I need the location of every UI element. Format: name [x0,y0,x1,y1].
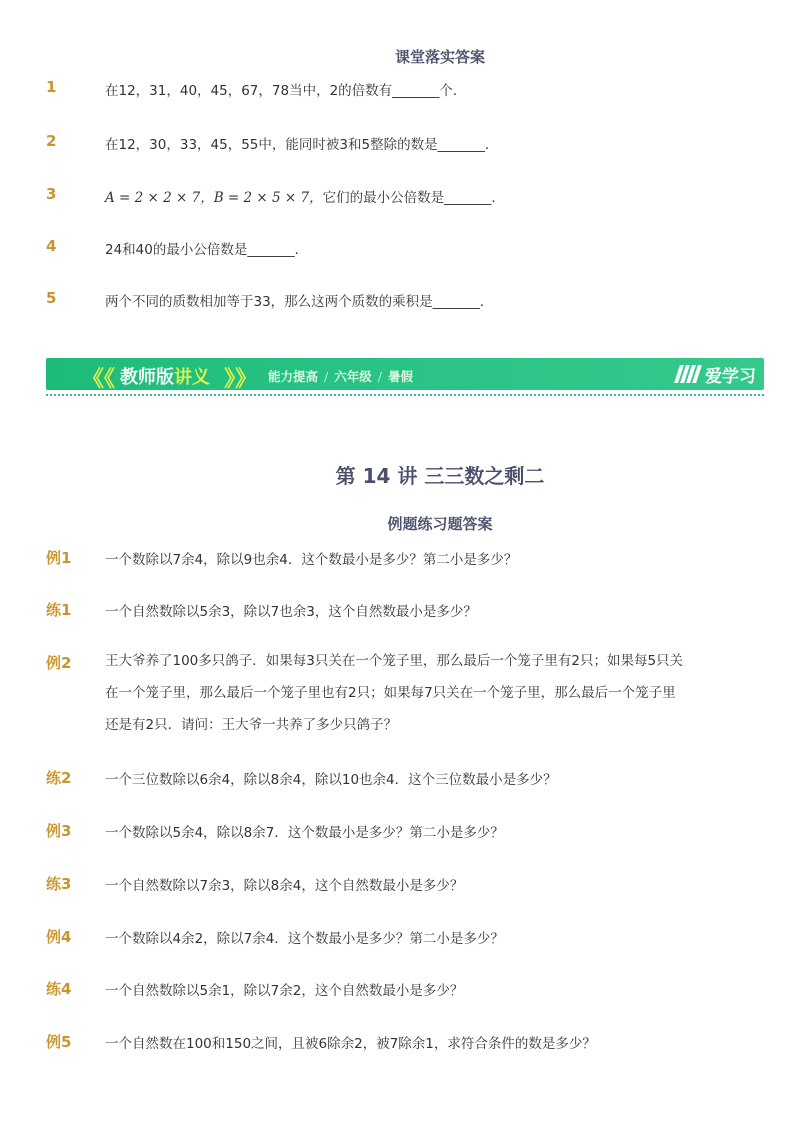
section-title-practice: 课堂落实答案 [394,48,485,66]
list-item [0,978,800,1004]
breadcrumb-grade: 六年级 [334,369,372,384]
list-item [0,237,800,263]
item-number: 3 [46,185,57,203]
list-item [0,599,800,625]
section-title-examples: 例题练习题答案 [387,515,493,533]
item-number: 例1 [46,549,72,567]
math-expression: A = 2 × 2 × 7，B = 2 × 5 × 7， [105,190,323,206]
item-text: 一个数除以7余4，除以9也余4．这个数最小是多少？第二小是多少？ [105,552,518,568]
item-text-line: 在一个笼子里，那么最后一个笼子里也有2只；如果每7只关在一个笼子里，那么最后一个笼子里 [105,685,676,701]
item-text-line: 王大爷养了100多只鸽子．如果每3只关在一个笼子里，那么最后一个笼子里有2只；如果每5只关 [105,653,684,669]
breadcrumb-level: 能力提高 [268,369,319,384]
item-text-line: 还是有2只．请问：王大爷一共养了多少只鸽子？ [105,717,398,733]
item-text [105,186,505,206]
item-number: 2 [46,132,57,150]
list-item [0,652,800,742]
brand-teacher-edition: 教师版 [120,367,174,388]
item-number: 1 [46,78,57,96]
item-number: 5 [46,289,57,307]
item-text: 一个数除以4余2，除以7余4．这个数最小是多少？第二小是多少？ [105,931,504,947]
brand-handout: 讲义 [174,367,210,388]
list-item [0,132,800,158]
item-number: 例4 [46,928,72,946]
list-item [0,1031,800,1057]
list-item [0,873,800,899]
item-text: 一个自然数除以5余3，除以7也余3，这个自然数最小是多少？ [105,604,477,620]
item-text: 一个自然数在100和150之间，且被6除余2，被7除余1，求符合条件的数是多少？ [105,1036,596,1052]
item-text: 24和40的最小公倍数是_______． [105,242,309,258]
item-number: 练2 [46,769,72,787]
banner-brand [120,363,210,389]
dotted-divider [46,394,764,398]
item-number: 例3 [46,822,72,840]
item-number: 例2 [46,654,72,672]
item-text: 一个自然数除以5余1，除以7余2，这个自然数最小是多少？ [105,983,464,999]
chevron-left-icon: 《《 [82,367,116,390]
brand-logo [677,362,756,386]
item-number: 练4 [46,980,72,998]
list-item [0,78,800,104]
breadcrumb-term: 暑假 [387,369,413,384]
logo-text: 爱学习 [705,366,756,387]
list-item [0,185,800,211]
list-item [0,289,800,315]
item-number: 练1 [46,601,72,619]
item-text: 一个三位数除以6余4，除以8余4，除以10也余4．这个三位数最小是多少？ [105,772,557,788]
header-banner [46,358,764,390]
list-item [0,926,800,952]
chevron-right-icon: 》》 [224,367,258,390]
item-text: 在12，31，40，45，67，78当中，2的倍数有_______个． [105,83,467,99]
list-item [0,767,800,793]
item-number: 例5 [46,1033,72,1051]
item-text: 一个自然数除以7余3，除以8余4，这个自然数最小是多少？ [105,878,464,894]
item-text-rest: 它们的最小公倍数是_______． [322,190,505,206]
item-number: 4 [46,237,57,255]
item-text [105,645,715,741]
list-item [0,820,800,846]
list-item [0,547,800,573]
lecture-title: 第 14 讲 三三数之剩二 [335,464,545,488]
logo-icon [677,365,699,383]
item-number: 练3 [46,875,72,893]
item-text: 一个数除以5余4，除以8余7．这个数最小是多少？第二小是多少？ [105,825,504,841]
breadcrumb: 能力提高 / 六年级 / 暑假 [268,369,413,384]
item-text: 两个不同的质数相加等于33，那么这两个质数的乘积是_______． [105,294,494,310]
item-text: 在12，30，33，45，55中，能同时被3和5整除的数是_______． [105,137,499,153]
